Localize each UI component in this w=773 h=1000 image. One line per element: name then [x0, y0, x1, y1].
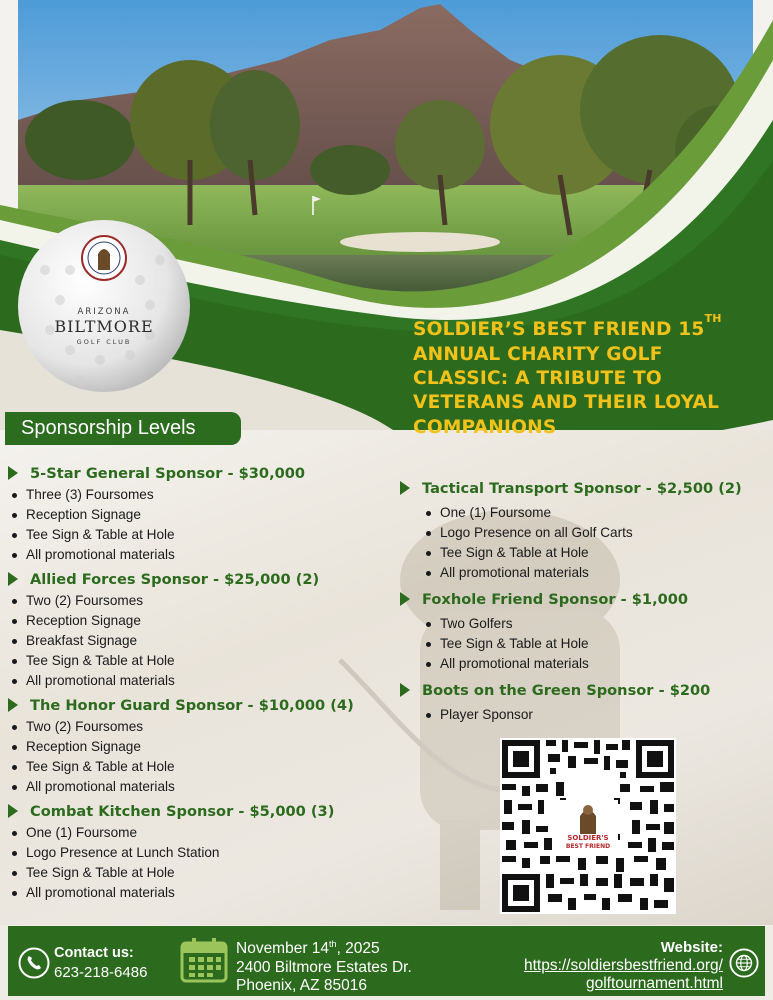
sponsor-tier	[8, 801, 388, 903]
benefit-item: Logo Presence at Lunch Station	[8, 843, 388, 863]
event-date: November 14th, 2025	[236, 939, 380, 958]
benefit-item: Player Sponsor	[400, 705, 770, 725]
sponsor-tier-title: Boots on the Green Sponsor - $200	[400, 680, 770, 702]
benefit-item: Two Golfers	[400, 614, 770, 634]
sponsor-tier	[400, 589, 770, 674]
title-line1: SOLDIER’S BEST FRIEND 15	[413, 319, 705, 341]
title-ordinal: TH	[704, 312, 722, 325]
globe-icon	[729, 948, 759, 978]
arrow-right-icon	[8, 572, 18, 586]
ball-text-golf-club: GOLF CLUB	[76, 338, 132, 346]
arrow-right-icon	[8, 804, 18, 818]
benefit-item: All promotional materials	[8, 545, 388, 565]
benefit-list	[400, 705, 770, 725]
benefit-list	[400, 614, 770, 674]
phone-icon	[18, 947, 50, 979]
qr-logo-line1: SOLDIER'S	[567, 834, 609, 842]
left-sponsor-column	[8, 463, 388, 907]
benefit-item: Logo Presence on all Golf Carts	[400, 523, 770, 543]
benefit-item: Tee Sign & Table at Hole	[8, 651, 388, 671]
benefit-list	[8, 591, 388, 691]
sponsor-tier	[8, 569, 388, 691]
arrow-right-icon	[400, 683, 410, 697]
sponsor-tier-title: Foxhole Friend Sponsor - $1,000	[400, 589, 770, 611]
benefit-item: All promotional materials	[400, 654, 770, 674]
arrow-right-icon	[8, 466, 18, 480]
ball-text-arizona: ARIZONA	[77, 307, 131, 317]
benefit-item: All promotional materials	[8, 883, 388, 903]
benefit-item: Three (3) Foursomes	[8, 485, 388, 505]
address-line2: Phoenix, AZ 85016	[236, 977, 367, 994]
benefit-list	[8, 485, 388, 565]
contact-label: Contact us:	[54, 945, 134, 961]
qr-logo-line2: BEST FRIEND	[565, 843, 611, 850]
ball-text-biltmore: BILTMORE	[54, 317, 154, 336]
golf-ball-logo	[18, 220, 190, 392]
arrow-right-icon	[400, 592, 410, 606]
sponsor-tier-title: The Honor Guard Sponsor - $10,000 (4)	[8, 695, 388, 717]
event-title	[413, 313, 763, 440]
sponsor-tier	[400, 478, 770, 583]
sponsor-tier-title: 5-Star General Sponsor - $30,000	[8, 463, 388, 485]
benefit-item: One (1) Foursome	[400, 503, 770, 523]
arrow-right-icon	[8, 698, 18, 712]
benefit-list	[8, 823, 388, 903]
benefit-item: Reception Signage	[8, 611, 388, 631]
benefit-item: Two (2) Foursomes	[8, 591, 388, 611]
sponsor-tier-title: Allied Forces Sponsor - $25,000 (2)	[8, 569, 388, 591]
benefit-item: Tee Sign & Table at Hole	[8, 863, 388, 883]
website-link-line1[interactable]: https://soldiersbestfriend.org/	[523, 957, 723, 974]
benefit-item: Breakfast Signage	[8, 631, 388, 651]
sponsor-tier-title: Tactical Transport Sponsor - $2,500 (2)	[400, 478, 770, 500]
address-line1: 2400 Biltmore Estates Dr.	[236, 959, 412, 976]
benefit-item: Reception Signage	[8, 505, 388, 525]
benefit-list	[400, 503, 770, 583]
benefit-item: All promotional materials	[8, 671, 388, 691]
right-sponsor-column	[400, 478, 770, 729]
benefit-item: Tee Sign & Table at Hole	[400, 634, 770, 654]
benefit-item: All promotional materials	[8, 777, 388, 797]
website-link-line2[interactable]: golftournament.html	[586, 975, 723, 992]
phone-number[interactable]: 623-218-6486	[54, 964, 148, 981]
sponsor-tier-title: Combat Kitchen Sponsor - $5,000 (3)	[8, 801, 388, 823]
benefit-item: All promotional materials	[400, 563, 770, 583]
benefit-list	[8, 717, 388, 797]
sponsorship-levels-heading: Sponsorship Levels	[5, 412, 241, 445]
benefit-item: Tee Sign & Table at Hole	[400, 543, 770, 563]
benefit-item: One (1) Foursome	[8, 823, 388, 843]
qr-code[interactable]	[500, 738, 676, 914]
benefit-item: Tee Sign & Table at Hole	[8, 757, 388, 777]
calendar-icon	[180, 936, 228, 984]
website-label: Website:	[660, 939, 723, 956]
benefit-item: Reception Signage	[8, 737, 388, 757]
title-rest: ANNUAL CHARITY GOLF CLASSIC: A TRIBUTE TO VETERANS AND THEIR LOYAL COMPANIONS	[413, 343, 720, 438]
sponsor-tier	[400, 680, 770, 725]
sponsor-tier	[8, 463, 388, 565]
benefit-item: Two (2) Foursomes	[8, 717, 388, 737]
arrow-right-icon	[400, 481, 410, 495]
footer-bar	[8, 926, 765, 996]
sponsor-tier	[8, 695, 388, 797]
benefit-item: Tee Sign & Table at Hole	[8, 525, 388, 545]
